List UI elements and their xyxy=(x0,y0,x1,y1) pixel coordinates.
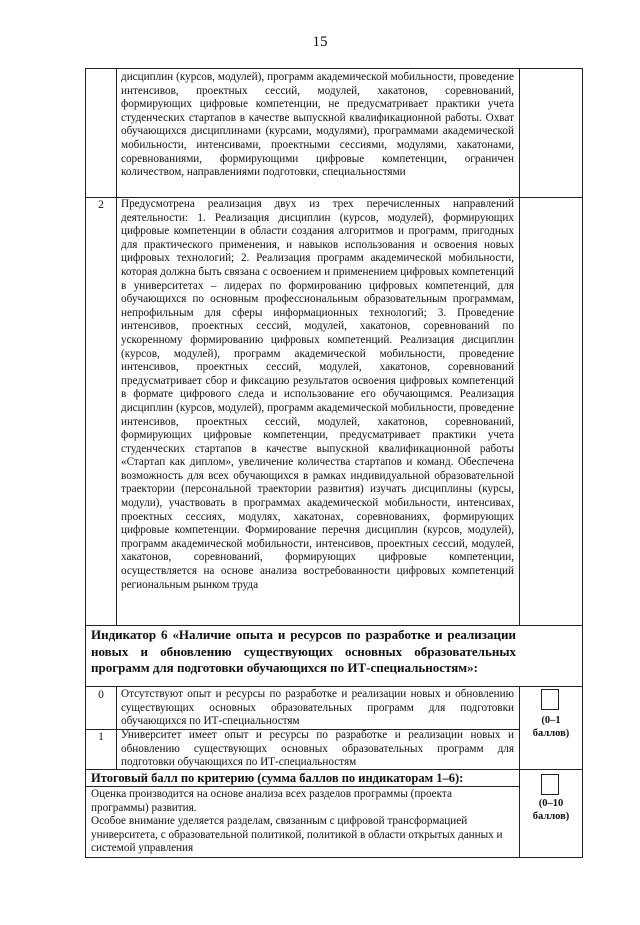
col-divider-score-ind6 xyxy=(519,686,520,857)
score-range-unit: баллов) xyxy=(532,728,570,739)
total-score-range-value: (0–10 xyxy=(538,798,564,809)
total-note: Оценка производится на основе анализа всех разделов программы (проекта программы) развития. xyxy=(91,788,452,814)
total-score-range xyxy=(520,797,582,823)
col-divider-score xyxy=(519,69,520,625)
score-checkbox[interactable] xyxy=(541,689,559,710)
row-text: Отсутствуют опыт и ресурсы по разработке и реализации новых и обновлению существующих основных образовательных программ для подготовки обучающихся по ИТ-специальностям xyxy=(121,688,514,728)
prev-row-text: дисциплин (курсов, модулей), программ академической мобильности, проведение интенсивов, проектных сессий, модулей, хакатонов, соревнований, формирующих цифровые компетенции, не предусматривает практики учета студенческих стартапов в качестве выпускной квалификационной работы. Охват обучающихся дисциплинами (курсами, модулями), программами академической мобильности, интенсивами, проектными сессиями, модулями, хакатонами, соревнованиями, формирующими цифровые компетенции, ограничен количеством, направлениями подготовки, специальностями xyxy=(121,71,514,179)
row-number: 1 xyxy=(98,731,104,743)
total-score-checkbox[interactable] xyxy=(541,774,559,795)
row-text: Университет имеет опыт и ресурсы по разработке и реализации новых и обновлению существующих основных образовательных программ для подготовки обучающихся по ИТ-специальностям xyxy=(121,729,514,769)
row-divider xyxy=(86,686,582,687)
page-number: 15 xyxy=(312,34,328,50)
score-range xyxy=(520,714,582,740)
criteria-table xyxy=(85,68,583,858)
row-divider xyxy=(86,625,582,626)
total-score-range-unit: баллов) xyxy=(532,811,570,822)
score-range-value: (0–1 xyxy=(541,715,561,726)
col-divider-num xyxy=(116,69,117,625)
row-text: Предусмотрена реализация двух из трех перечисленных направлений деятельности: 1. Реализация дисциплин (курсов, модулей), формирующих цифровые компетенции в области создания алгоритмов и программ, пригодных для практического применения, и навыков использования и освоения новых цифровых технологий; 2. Реализация программ академической мобильности, которая должна быть связана с освоением и применением цифровых компетенций в университетах – лидерах по формированию цифровых компетенций, для обучающихся по основным профессиональным образовательным программам, непрофильным для сферы информационных технологий; 3. Проведение интенсивов, проектных сессий, модулей, хакатонов, соревнований по ускоренному формированию цифровых компетенций. Реализация дисциплин (курсов, модулей), программ академической мобильности, проведение интенсивов, проектных сессий, модулей, хакатонов, соревнований предусматривает сбор и фиксацию результатов освоения цифровых компетенций в формате цифрового следа и использование его обучающимся. Реализация дисциплин (курсов, модулей), программ академической мобильности, проведение интенсивов, проектных сессий, модулей, хакатонов, соревнований, формирующих цифровые компетенции, предусматривает практики учета студенческих стартапов в качестве выпускной квалификационной работы «Стартап как диплом», увеличение количества стартапов и команд. Обеспечена возможность для всех обучающихся в рамках индивидуальной образовательной траектории (персональной траектории развития) изучать дисциплины (курсы, модули), участвовать в программах академической мобильности, интенсивах, проектных сессиях, модулях, хакатонах, соревнованиях, формирующих цифровые компетенции. Формирование перечня дисциплин (курсов, модулей), программ академической мобильности, интенсивов, проектных сессий, модулей, хакатонов, соревнований, формирующих цифровые компетенции, осуществляется на основе анализа востребованности цифровых компетенций региональным рынком труда xyxy=(121,198,514,591)
indicator-heading: Индикатор 6 «Наличие опыта и ресурсов по разработке и реализации новых и обновлению существующих основных образовательных программ для подготовки обучающихся по ИТ-специальностям»: xyxy=(91,627,516,675)
row-number: 2 xyxy=(98,199,104,211)
row-number: 0 xyxy=(98,689,104,701)
total-heading: Итоговый балл по критерию (сумма баллов по индикаторам 1–6): xyxy=(91,771,464,785)
col-divider-num-ind6 xyxy=(116,686,117,769)
total-note: Особое внимание уделяется разделам, связанным с цифровой трансформацией университета, с образовательной политикой, политикой в области открытых данных и системой управления xyxy=(91,815,503,855)
